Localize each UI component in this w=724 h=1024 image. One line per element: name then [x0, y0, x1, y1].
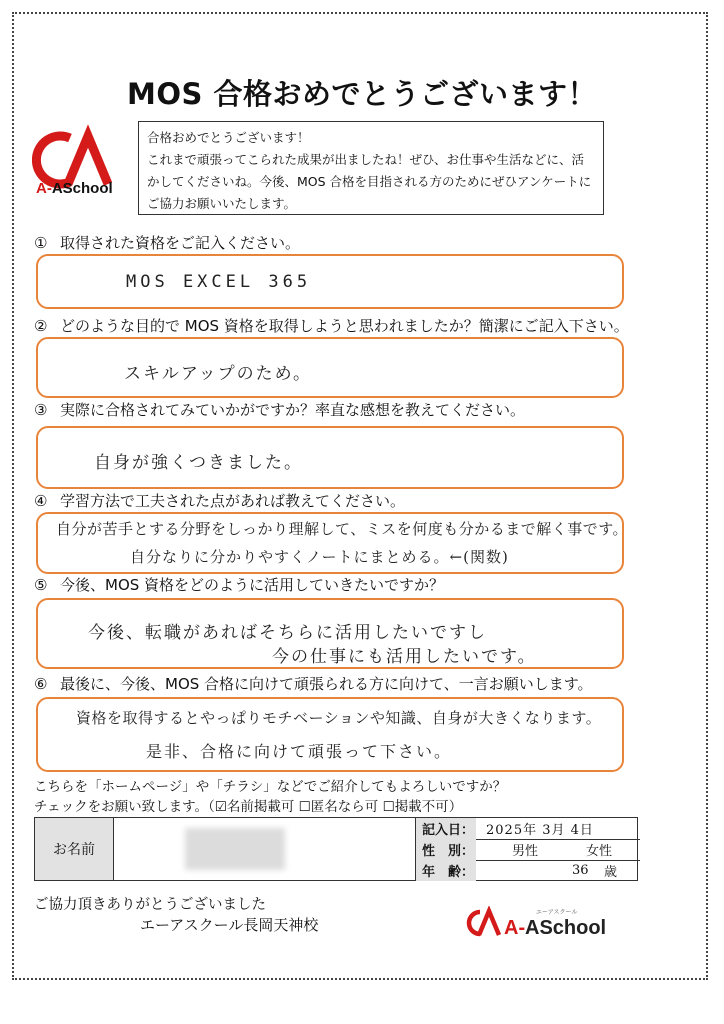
age-unit: 歳: [604, 865, 618, 880]
answer-text: 資格を取得するとやっぱりモチベーションや知識、自身が大きくなります。: [76, 709, 602, 727]
name-info-table: [34, 817, 638, 881]
checkbox-name-ok[interactable]: ☑: [214, 799, 227, 815]
a-aschool-footer-logo-icon: [464, 906, 624, 940]
gender-row: 性 別： 男性 女性: [416, 839, 640, 861]
gender-male[interactable]: 男性: [512, 844, 539, 859]
svg-text:ASchool: ASchool: [525, 917, 607, 939]
answer-text: 今の仕事にも活用したいです。: [272, 647, 537, 667]
intro-line: これまで頑張ってこられた成果が出ましたね！ぜひ、お仕事や生活などに、活: [147, 152, 585, 167]
answer-text: 是非、合格に向けて頑張って下さい。: [146, 742, 453, 761]
answer-box-2: [36, 337, 624, 398]
intro-line: 合格おめでとうございます！: [147, 130, 310, 145]
question-5: ⑤ 今後、MOS 資格をどのように活用していきたいですか？: [34, 576, 445, 594]
question-4: ④ 学習方法で工夫された点があれば教えてください。: [34, 492, 406, 510]
thanks-text: ご協力頂きありがとうございました: [34, 897, 266, 913]
answer-text: スキルアップのため。: [124, 364, 312, 384]
answer-box-6: [36, 697, 624, 772]
intro-line: かしてくださいね。今後、MOS 合格を目指される方のためにぜひアンケートに: [147, 174, 592, 189]
question-1: ① 取得された資格をご記入ください。: [34, 234, 301, 252]
logo-text: A-ASchool: [36, 180, 113, 197]
svg-text:A-: A-: [504, 917, 526, 939]
share-question: こちらを「ホームページ」や「チラシ」などでご紹介してもよろしいですか？: [34, 779, 507, 795]
answer-box-5: [36, 598, 624, 669]
question-2: ② どのような目的で MOS 資格を取得しようと思われましたか？簡潔にご記入下さい。: [34, 317, 629, 335]
intro-box: [138, 121, 604, 215]
answer-box-1: [36, 254, 624, 309]
answer-text: MOS EXCEL 365: [126, 272, 312, 292]
date-value: 2025年 3月 4日: [486, 823, 594, 838]
school-name: エーアスクール長岡天神校: [140, 916, 319, 934]
question-3: ③ 実際に合格されてみていかがですか？率直な感想を教えてください。: [34, 401, 526, 419]
question-6: ⑥ 最後に、今後、MOS 合格に向けて頑張られる方に向けて、一言お願いします。: [34, 675, 593, 693]
answer-text: 今後、転職があればそちらに活用したいですし: [88, 623, 487, 643]
logo-ruby: エーアスクール: [536, 909, 578, 916]
date-row: 記入日： 2025年 3月 4日: [416, 818, 640, 840]
name-redacted: [185, 828, 285, 870]
share-options: チェックをお願い致します。（☑名前掲載可 ☐匿名なら可 ☐掲載不可）: [34, 799, 463, 815]
age-value: 36: [572, 863, 589, 878]
answer-text: 自分が苦手とする分野をしっかり理解して、ミスを何度も分かるまで解く事です。: [56, 520, 629, 538]
info-block: [415, 818, 640, 880]
checkbox-not-ok[interactable]: ☐: [382, 799, 395, 815]
gender-female[interactable]: 女性: [586, 844, 613, 859]
answer-box-3: [36, 426, 624, 489]
age-row: 年 齢： 36 歳: [416, 860, 640, 881]
page-title: MOS 合格おめでとうございます！: [127, 77, 597, 111]
answer-box-4: [36, 512, 629, 574]
checkbox-anonymous-ok[interactable]: ☐: [298, 799, 311, 815]
intro-line: ご協力お願いいたします。: [147, 196, 297, 211]
answer-text: 自身が強くつきました。: [94, 453, 303, 473]
name-label: お名前: [35, 818, 114, 880]
answer-text: 自分なりに分かりやすくノートにまとめる。←(関数): [130, 548, 509, 566]
